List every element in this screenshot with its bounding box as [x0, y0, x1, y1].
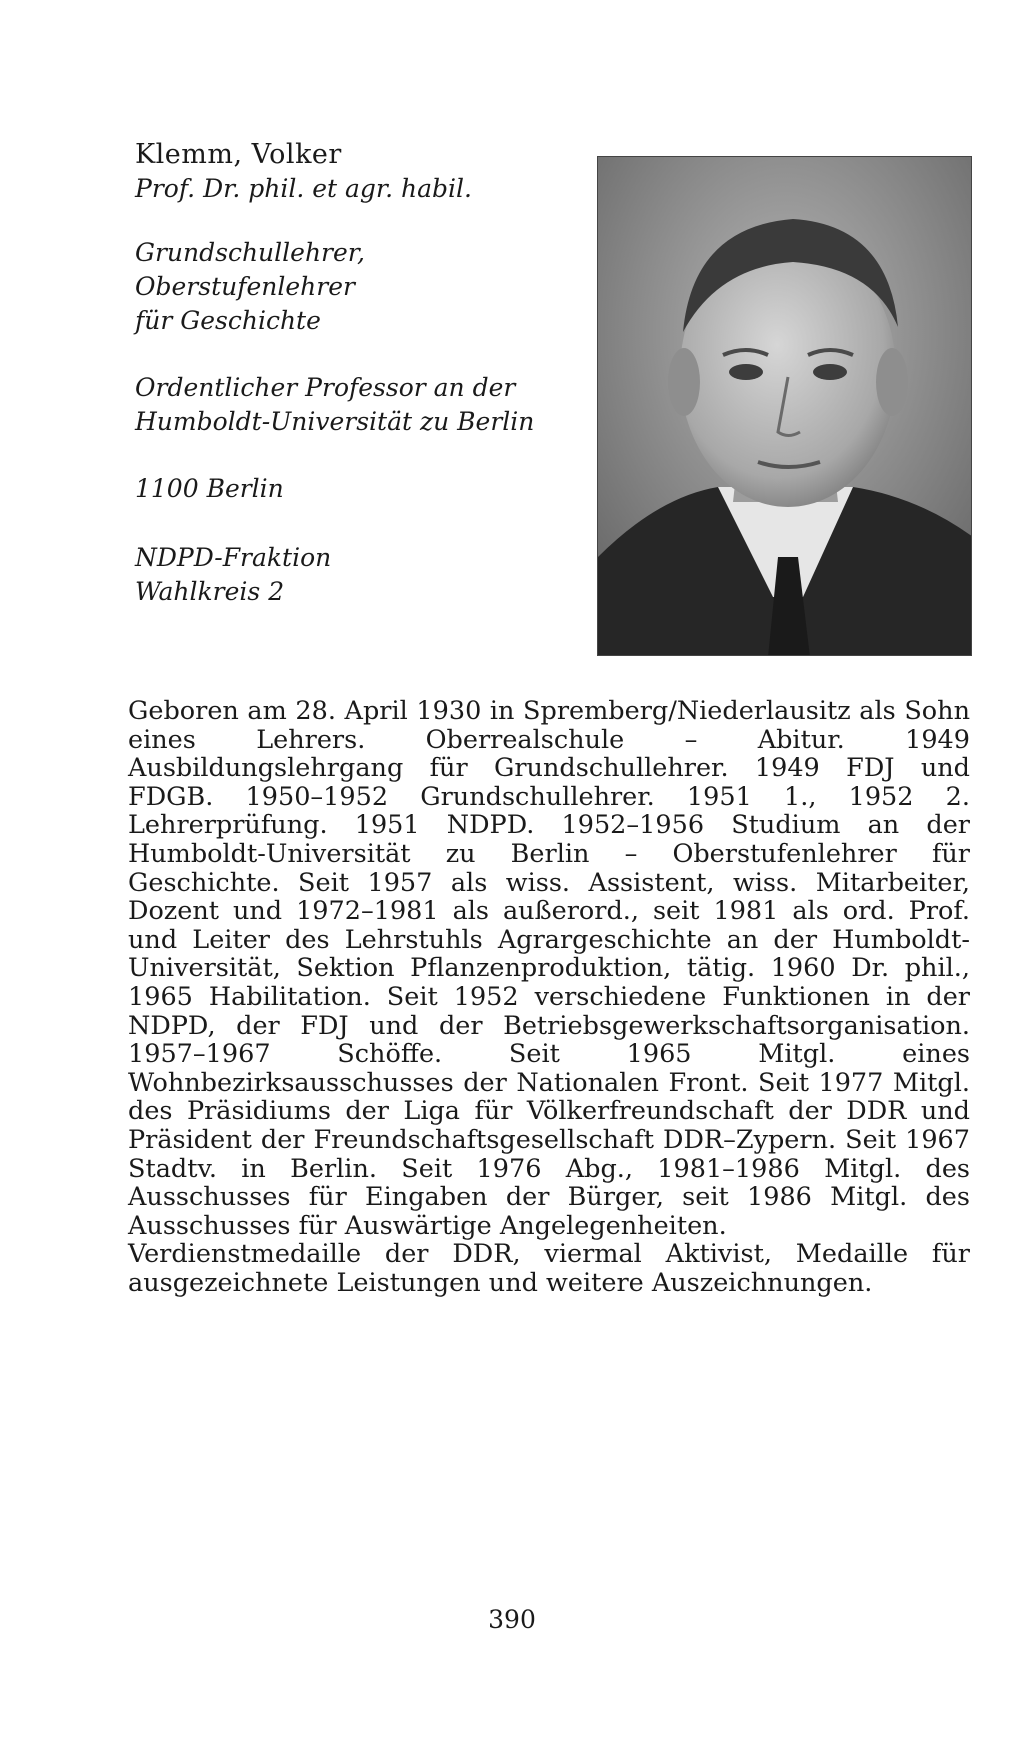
faction: NDPD-Fraktion	[135, 543, 332, 572]
portrait-illustration	[598, 157, 972, 656]
biography	[128, 697, 970, 1297]
profession-line: für Geschichte	[135, 306, 321, 335]
awards-paragraph: Verdienstmedaille der DDR, viermal Aktivist, Medaille für ausgezeichnete Leistungen und weitere Auszeichnungen.	[128, 1239, 970, 1298]
location: 1100 Berlin	[135, 474, 284, 503]
constituency: Wahlkreis 2	[135, 577, 285, 606]
profession-line: Grundschullehrer, Oberstufenlehrer	[135, 238, 365, 301]
person-name: Klemm, Volker	[135, 139, 342, 170]
biography-paragraph: Geboren am 28. April 1930 in Spremberg/Niederlausitz als Sohn eines Lehrers. Oberrealschule – Abitur. 1949 Ausbildungslehrgang für Grundschullehrer. 1949 FDJ und FDGB. 1950–1952 Grundschullehrer. 1951 1., 1952 2. Lehrerprüfung. 1951 NDPD. 1952–1956 Studium an der Humboldt-Universität zu Berlin – Oberstufenlehrer für Geschichte. Seit 1957 als wiss. Assistent, wiss. Mitarbeiter, Dozent und 1972–1981 als außerord., seit 1981 als ord. Prof. und Leiter des Lehrstuhls Agrargeschichte an der Humboldt-Universität, Sektion Pflanzenproduktion, tätig. 1960 Dr. phil., 1965 Habilitation. Seit 1952 verschiedene Funktionen in der NDPD, der FDJ und der Betriebsgewerkschaftsorganisation. 1957–1967 Schöffe. Seit 1965 Mitgl. eines Wohnbezirksausschusses der Nationalen Front. Seit 1977 Mitgl. des Präsidiums der Liga für Völkerfreundschaft der DDR und Präsident der Freundschaftsgesellschaft DDR–Zypern. Seit 1967 Stadtv. in Berlin. Seit 1976 Abg., 1981–1986 Mitgl. des Ausschusses für Eingaben der Bürger, seit 1986 Mitgl. des Ausschusses für Auswärtige Angelegenheiten.	[128, 696, 970, 1241]
position-line: Humboldt-Universität zu Berlin	[135, 407, 535, 436]
portrait-photo	[597, 156, 972, 656]
entry-header	[135, 138, 575, 609]
academic-title: Prof. Dr. phil. et agr. habil.	[135, 174, 472, 203]
page-number: 390	[488, 1605, 536, 1634]
position-line: Ordentlicher Professor an der	[135, 373, 516, 402]
